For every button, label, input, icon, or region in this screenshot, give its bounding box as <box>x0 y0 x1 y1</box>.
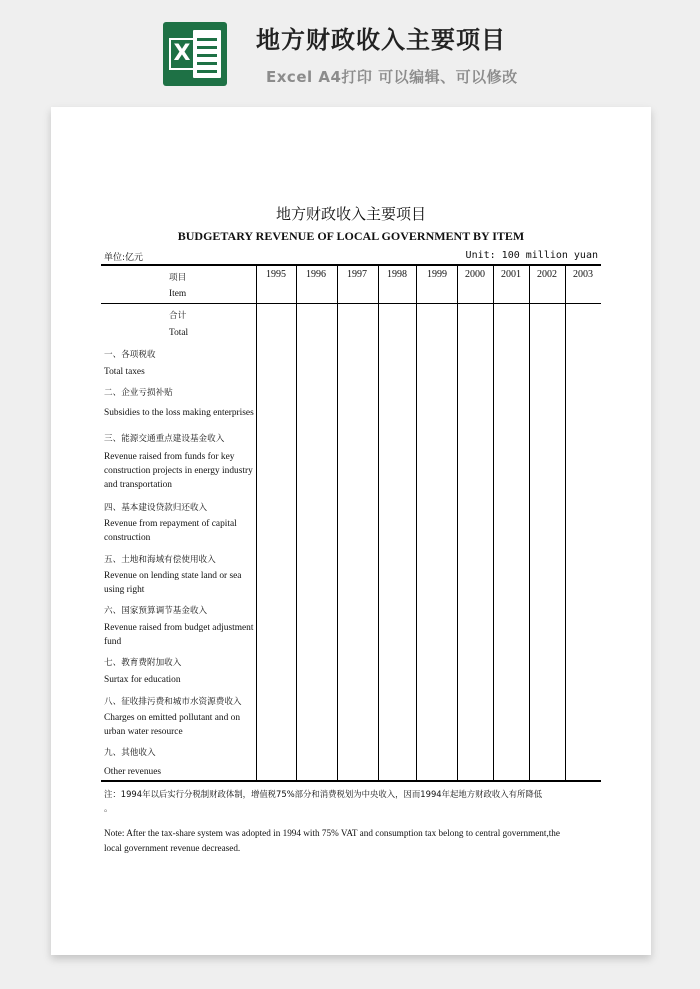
table-bottom-rule <box>101 780 601 782</box>
column-divider <box>416 265 417 781</box>
year-header: 1996 <box>306 269 326 280</box>
year-header: 2001 <box>501 269 521 280</box>
column-divider <box>296 265 297 781</box>
banner-title: 地方财政收入主要项目 <box>256 26 506 54</box>
document-page <box>51 107 651 955</box>
row-label-en: Revenue raised from funds for key <box>104 452 235 462</box>
column-divider <box>337 265 338 781</box>
footnote-cn: 注：1994年以后实行分税制财政体制，增值税75%部分和消费税划为中央收入，因而1994年起地方财政收入有所降低 <box>104 789 543 799</box>
footnote-cn: 。 <box>104 803 113 813</box>
year-header: 1999 <box>427 269 447 280</box>
row-label-en: Charges on emitted pollutant and on <box>104 713 241 723</box>
unit-label-en: Unit: 100 million yuan <box>465 250 598 261</box>
item-header-cn: 项目 <box>169 273 187 283</box>
row-label-en: Surtax for education <box>104 675 181 685</box>
row-label-cn: 二、企业亏损补贴 <box>104 388 173 398</box>
row-label-en: fund <box>104 637 122 647</box>
year-header: 1997 <box>347 269 367 280</box>
banner-subtitle: Excel A4打印 可以编辑、可以修改 <box>266 68 518 86</box>
document-title-en: BUDGETARY REVENUE OF LOCAL GOVERNMENT BY ITEM <box>177 229 525 243</box>
row-label-cn: 七、教育费附加收入 <box>104 658 182 668</box>
row-label-en: Subsidies to the loss making enterprises <box>104 408 254 418</box>
row-label-cn: 八、征收排污费和城市水资源费收入 <box>104 697 242 707</box>
column-divider <box>457 265 458 781</box>
column-divider <box>493 265 494 781</box>
year-header: 2000 <box>465 269 485 280</box>
header-bottom-rule <box>101 303 601 304</box>
footnote-en: local government revenue decreased. <box>104 843 241 853</box>
row-label-en: Revenue raised from budget adjustment <box>104 623 254 633</box>
row-label-en: and transportation <box>104 480 172 490</box>
row-label-en: Other revenues <box>104 767 162 777</box>
year-header: 2002 <box>537 269 557 280</box>
document-title-cn: 地方财政收入主要项目 <box>275 205 426 223</box>
row-label-en: Total <box>169 328 189 338</box>
footnote-en: Note: After the tax-share system was adopted in 1994 with 75% VAT and consumption tax belong to central government,the <box>104 828 560 838</box>
row-label-cn: 九、其他收入 <box>104 748 156 758</box>
column-divider <box>565 265 566 781</box>
row-label-en: Revenue from repayment of capital <box>104 519 237 529</box>
row-label-en: using right <box>104 585 145 595</box>
row-label-en: construction <box>104 533 151 543</box>
row-label-en: Revenue on lending state land or sea <box>104 571 242 581</box>
header-banner <box>0 0 700 100</box>
year-header: 1998 <box>387 269 407 280</box>
column-divider <box>529 265 530 781</box>
year-header: 1995 <box>266 269 286 280</box>
table-top-rule <box>101 264 601 266</box>
row-label-cn: 六、国家预算调节基金收入 <box>104 606 208 616</box>
item-header-en: Item <box>169 289 187 299</box>
year-header: 2003 <box>573 269 593 280</box>
column-divider <box>378 265 379 781</box>
row-label-en: construction projects in energy industry <box>104 466 253 476</box>
row-label-cn: 四、基本建设贷款归还收入 <box>104 503 208 513</box>
row-label-en: Total taxes <box>104 367 145 377</box>
column-divider <box>256 265 257 781</box>
excel-icon: X <box>163 22 227 86</box>
row-label-cn: 一、各项税收 <box>104 350 156 360</box>
unit-label-cn: 单位:亿元 <box>104 253 144 263</box>
row-label-cn: 五、土地和海域有偿使用收入 <box>104 555 216 565</box>
row-label-en: urban water resource <box>104 727 183 737</box>
row-label-cn: 三、能源交通重点建设基金收入 <box>104 434 225 444</box>
row-label-cn: 合计 <box>169 311 187 321</box>
